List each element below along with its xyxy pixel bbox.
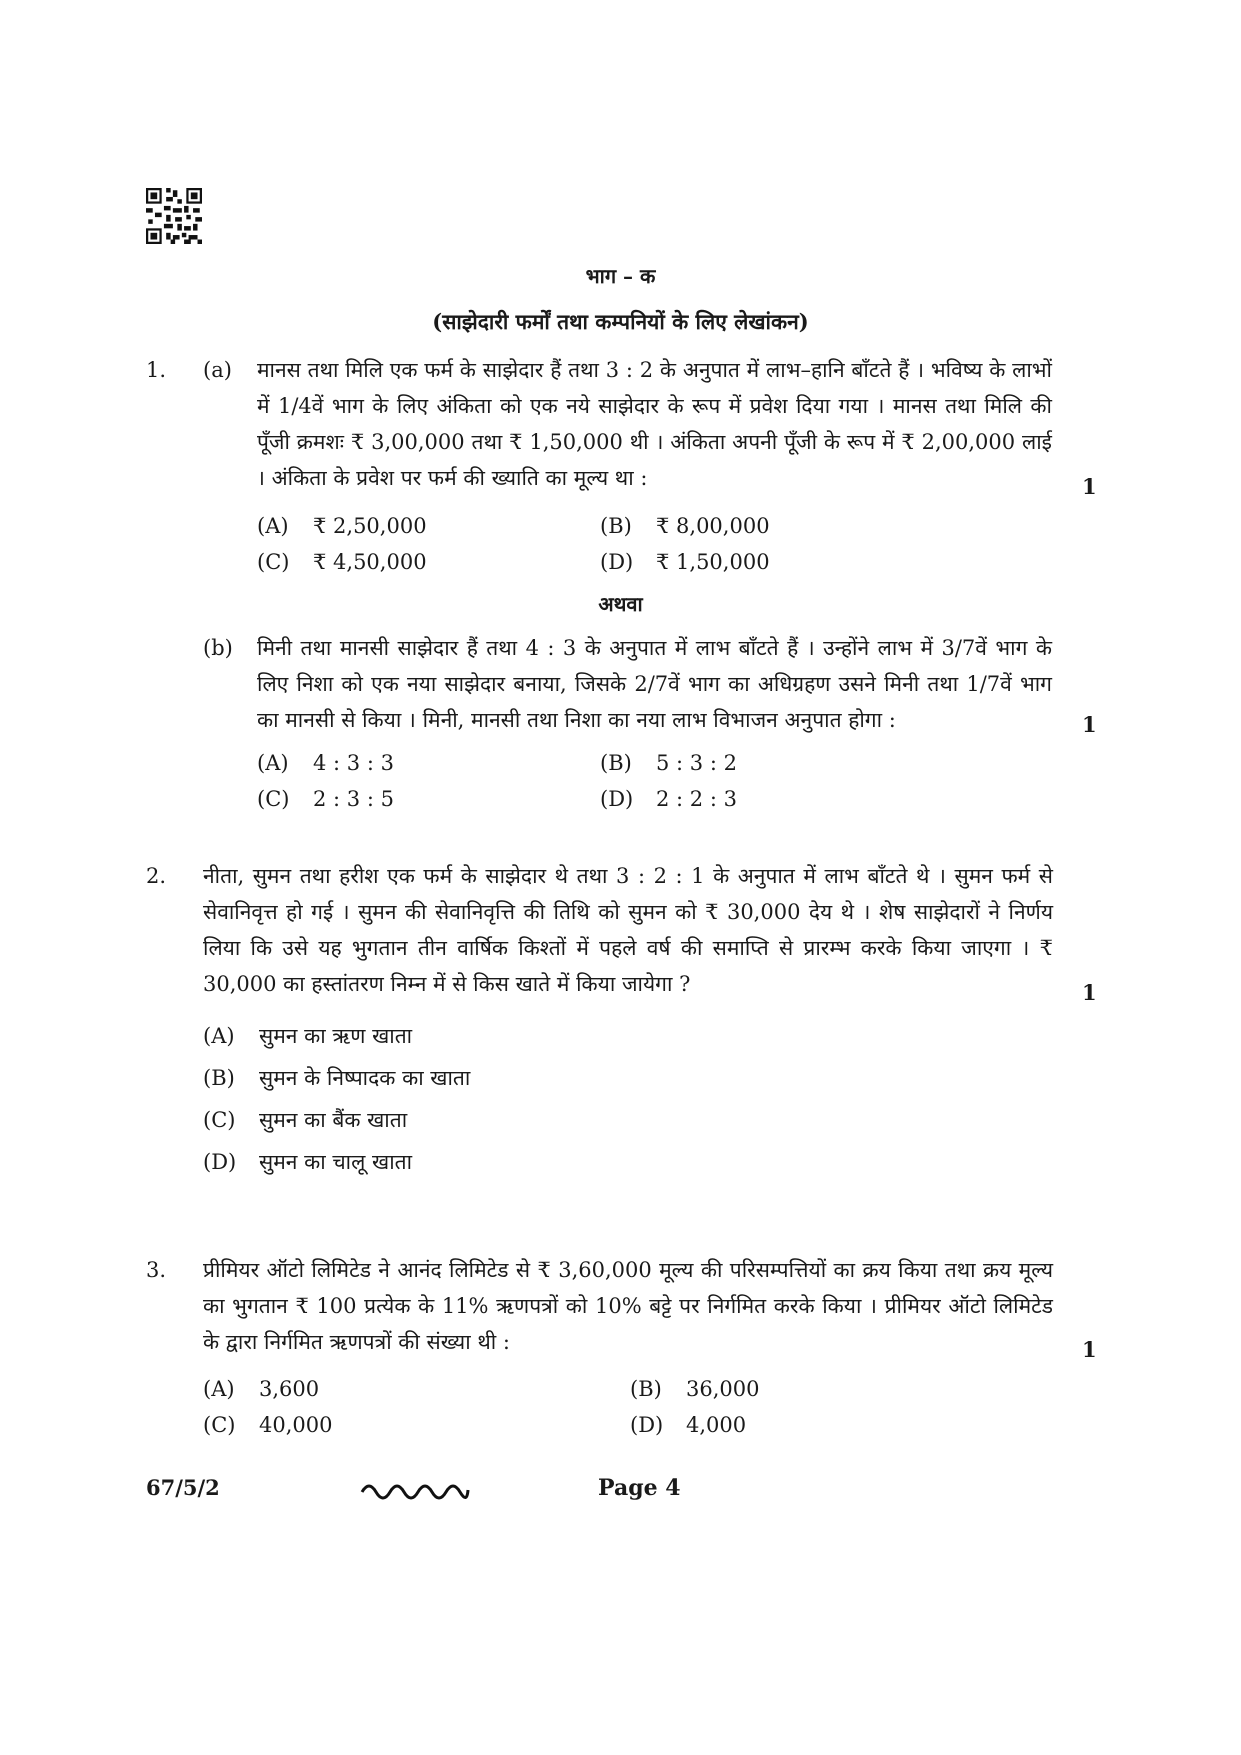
page-number: Page 4: [598, 1475, 681, 1501]
question-1a-text: मानस तथा मिलि एक फर्म के साझेदार हैं तथा 3 : 2 के अनुपात में लाभ–हानि बाँटते हैं । भविष्य के लाभों में 1/4वें भाग के लिए अंकिता को एक नये साझेदार के रूप में प्रवेश दिया गया । मानस तथा मिलि की पूँजी क्रमशः ₹ 3,00,000 तथा ₹ 1,50,000 थी । अंकिता अपनी पूँजी के रूप में ₹ 2,00,000 लाई । अंकिता के प्रवेश पर फर्म की ख्याति का मूल्य था :: [257, 358, 1052, 490]
q3-option-d: (D) 4,000: [630, 1413, 747, 1437]
q1a-option-b: (B) ₹ 8,00,000: [600, 514, 770, 538]
question-1-number: 1.: [146, 358, 167, 382]
q1b-option-d: (D) 2 : 2 : 3: [600, 787, 737, 811]
wave-ornament-icon: [360, 1478, 470, 1502]
section-title: भाग – क: [585, 264, 656, 288]
q2-option-d: (D) सुमन का चालू खाता: [203, 1150, 413, 1174]
question-1a-label: (a): [203, 358, 232, 382]
qr-code: [146, 188, 202, 244]
or-separator: अथवा: [598, 592, 643, 616]
question-3-number: 3.: [146, 1258, 167, 1282]
question-1a-marks: 1: [1082, 474, 1097, 499]
question-2-text: नीता, सुमन तथा हरीश एक फर्म के साझेदार थे तथा 3 : 2 : 1 के अनुपात में लाभ बाँटते थे । सुमन फर्म से सेवानिवृत्त हो गई । सुमन की सेवानिवृत्ति की तिथि को सुमन को ₹ 30,000 देय थे । शेष साझेदारों ने निर्णय लिया कि उसे यह भुगतान तीन वार्षिक किश्तों में पहले वर्ष की समाप्ति से प्रारम्भ करके किया जाएगा । ₹ 30,000 का हस्तांतरण निम्न में से किस खाते में किया जायेगा ?: [203, 864, 1053, 996]
q2-option-a: (A) सुमन का ऋण खाता: [203, 1024, 413, 1048]
q1b-option-b: (B) 5 : 3 : 2: [600, 751, 737, 775]
q3-option-a: (A) 3,600: [203, 1377, 320, 1401]
q3-option-b: (B) 36,000: [630, 1377, 760, 1401]
question-2-marks: 1: [1082, 980, 1097, 1005]
question-1b-text: मिनी तथा मानसी साझेदार हैं तथा 4 : 3 के अनुपात में लाभ बाँटते हैं । उन्होंने लाभ में 3/7वें भाग के लिए निशा को एक नया साझेदार बनाया, जिसके 2/7वें भाग का अधिग्रहण उसने मिनी तथा 1/7वें भाग का मानसी से किया । मिनी, मानसी तथा निशा का नया लाभ विभाजन अनुपात होगा :: [257, 636, 1052, 732]
section-subtitle: (साझेदारी फर्मों तथा कम्पनियों के लिए लेखांकन): [432, 309, 809, 334]
q1b-option-c: (C) 2 : 3 : 5: [257, 787, 394, 811]
q1b-option-a: (A) 4 : 3 : 3: [257, 751, 394, 775]
paper-code: 67/5/2: [146, 1475, 220, 1500]
q2-option-b: (B) सुमन के निष्पादक का खाता: [203, 1066, 471, 1090]
question-2-number: 2.: [146, 864, 167, 888]
question-1b-label: (b): [203, 636, 233, 660]
q1a-option-c: (C) ₹ 4,50,000: [257, 550, 427, 574]
q1a-option-d: (D) ₹ 1,50,000: [600, 550, 770, 574]
question-3-marks: 1: [1082, 1337, 1097, 1362]
q2-option-c: (C) सुमन का बैंक खाता: [203, 1108, 408, 1132]
question-1b-marks: 1: [1082, 712, 1097, 737]
q1a-option-a: (A) ₹ 2,50,000: [257, 514, 427, 538]
q3-option-c: (C) 40,000: [203, 1413, 333, 1437]
question-3-text: प्रीमियर ऑटो लिमिटेड ने आनंद लिमिटेड से ₹ 3,60,000 मूल्य की परिसम्पत्तियों का क्रय किया तथा क्रय मूल्य का भुगतान ₹ 100 प्रत्येक के 11% ऋणपत्रों को 10% बट्टे पर निर्गमित करके किया । प्रीमियर ऑटो लिमिटेड के द्वारा निर्गमित ऋणपत्रों की संख्या थी :: [203, 1258, 1053, 1354]
